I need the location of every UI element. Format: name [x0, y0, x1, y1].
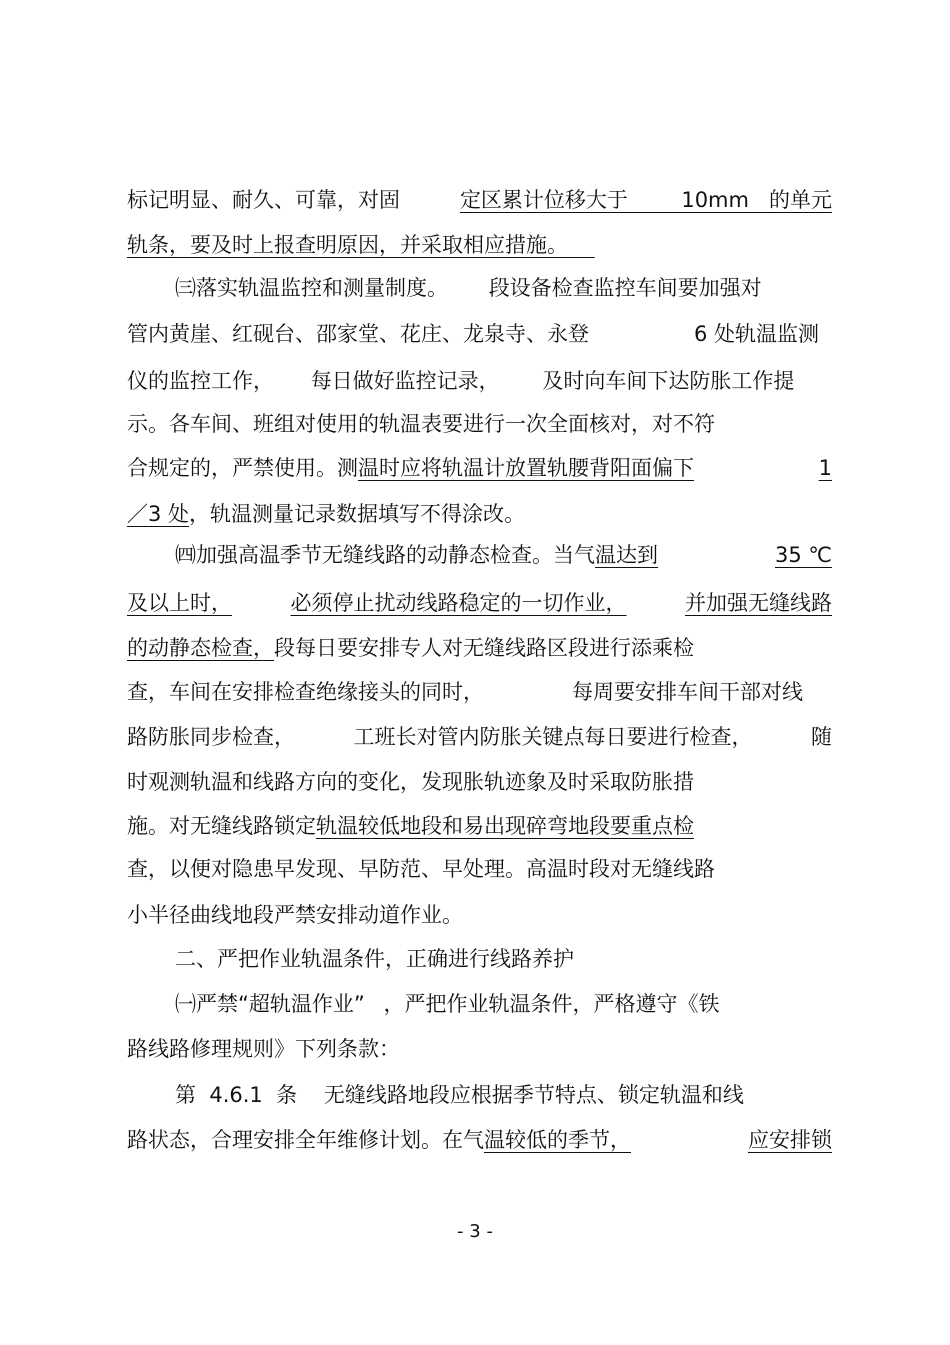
text-segment: 标记明显、耐久、可靠，对固	[127, 188, 400, 212]
text-segment: 6 处轨温监测	[693, 322, 819, 346]
text-segment: 每周要安排车间干部对线	[572, 680, 803, 704]
underlined-text: 必须停止扰动线路稳定的一切作业，	[290, 591, 627, 615]
text-line	[127, 898, 832, 932]
underlined-text: 应安排锁	[748, 1128, 832, 1152]
text-line	[127, 720, 832, 754]
underlined-text: 轨条，要及时上报查明原因，并采取相应措施。	[127, 233, 595, 257]
text-segment: 查，以便对隐患早发现、早防范、早处理。高温时段对无缝线路	[127, 857, 715, 881]
underlined-text: 35 ℃	[775, 543, 832, 567]
text-segment: 无缝线路地段应根据季节特点、锁定轨温和线	[323, 1083, 744, 1107]
text-segment: ，轨温测量记录数据填写不得涂改。	[189, 502, 526, 526]
paragraph-heading-line	[175, 271, 800, 305]
text-line	[127, 1123, 832, 1157]
text-segment: 二、严把作业轨温条件，正确进行线路养护	[175, 947, 574, 971]
text-segment: 及时向车间下达防胀工作提	[542, 369, 795, 393]
text-segment: 段设备检查监控车间要加强对	[488, 276, 762, 300]
paragraph-heading-line	[175, 987, 832, 1021]
text-line	[127, 631, 832, 665]
text-segment: 路防胀同步检查，	[127, 725, 295, 749]
text-segment: 施。对无缝线路锁定	[127, 814, 316, 838]
underlined-text: ／3 处	[127, 502, 190, 526]
text-line	[127, 765, 832, 799]
text-line	[127, 317, 819, 351]
underlined-text: 的动静态检查，	[127, 636, 274, 660]
text-segment: 每日做好监控记录，	[310, 369, 500, 393]
underlined-text: 轨温较低地段和易出现碎弯地段要重点检	[316, 814, 694, 838]
text-segment: 段每日要安排专人对无缝线路区段进行添乘检	[274, 636, 694, 660]
underlined-text: 并加强无缝线路	[685, 591, 832, 615]
text-line	[127, 497, 832, 531]
text-line	[127, 1032, 832, 1066]
underlined-text: 定区累计位移大于 10mm 的单元	[459, 188, 832, 212]
text-segment: ㈢落实轨温监控和测量制度。	[175, 276, 448, 300]
text-line	[127, 183, 832, 217]
text-line	[127, 586, 832, 620]
text-line	[127, 675, 803, 709]
text-line	[127, 451, 832, 485]
text-segment: 查，车间在安排检查绝缘接头的同时，	[127, 680, 484, 704]
text-line	[127, 852, 832, 886]
text-segment: 时观测轨温和线路方向的变化，发现胀轨迹象及时采取防胀措	[127, 770, 694, 794]
text-line	[127, 407, 832, 441]
text-segment: ㈠严禁“超轨温作业”	[175, 992, 365, 1016]
underlined-text: 温达到	[595, 543, 658, 567]
text-segment: 管内黄崖、红砚台、邵家堂、花庄、龙泉寺、永登	[127, 322, 589, 346]
text-segment: ，严把作业轨温条件，严格遵守《铁	[383, 992, 720, 1016]
text-line	[127, 364, 832, 398]
underlined-text: 1	[818, 456, 832, 480]
section-heading	[175, 942, 832, 976]
paragraph-heading-line	[175, 538, 832, 572]
text-segment: 合规定的，严禁使用。测	[127, 456, 358, 480]
page-number: - 3 -	[457, 1221, 493, 1242]
text-segment: 仪的监控工作，	[127, 369, 274, 393]
underlined-text: 温时应将轨温计放置轨腰背阳面偏下	[358, 456, 694, 480]
text-segment: 随	[811, 725, 832, 749]
text-segment: 第 4.6.1 条	[175, 1083, 298, 1107]
text-segment: 小半径曲线地段严禁安排动道作业。	[127, 903, 463, 927]
text-segment: 示。各车间、班组对使用的轨温表要进行一次全面核对，对不符	[127, 412, 715, 436]
underlined-text: 温较低的季节，	[484, 1128, 631, 1152]
text-segment: 工班长对管内防胀关键点每日要进行检查，	[353, 725, 753, 749]
underlined-text: 及以上时，	[127, 591, 232, 615]
text-segment: 路状态，合理安排全年维修计划。在气	[127, 1128, 484, 1152]
article-line	[175, 1078, 832, 1112]
text-line	[127, 228, 832, 262]
text-segment: ㈣加强高温季节无缝线路的动静态检查。当气	[175, 543, 595, 567]
text-line	[127, 809, 832, 843]
text-segment: 路线路修理规则》下列条款：	[127, 1037, 400, 1061]
